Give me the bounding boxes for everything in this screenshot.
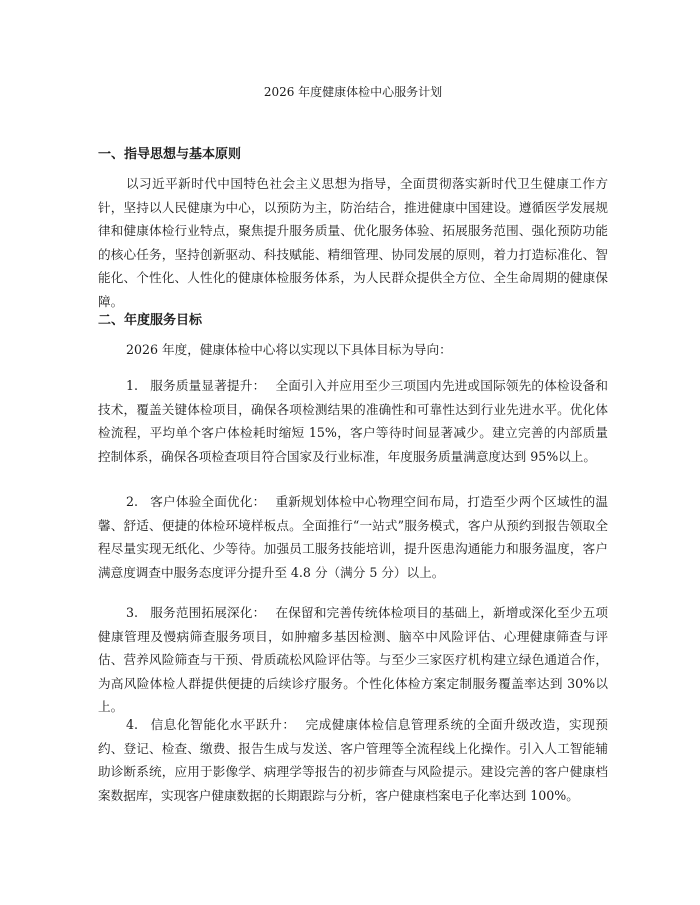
document-page [98,0,608,905]
goal-item-customer-experience [98,490,608,584]
document-title: 2026 年度健康体检中心服务计划 [263,85,443,99]
goal-item-service-quality [98,374,608,468]
section-heading-guiding-principles: 一、指导思想与基本原则 [98,147,242,162]
goal-item-number: 3. [126,605,139,620]
goal-item-lead: 服务范围拓展深化： [150,605,266,620]
goal-item-text: 完成健康体检信息管理系统的全面升级改造，实现预约、登记、检查、缴费、报告生成与发送、客户管理等全流程线上化操作。引入人工智能辅助诊断系统，应用于影像学、病理学等报告的初步筛查与风险提示。建设完善的客户健康档案数据库，实现客户健康数据的长期跟踪与分析，客户健康档案电子化率达到 100%。 [98,717,609,803]
paragraph-guiding-principles: 以习近平新时代中国特色社会主义思想为指导，全面贯彻落实新时代卫生健康工作方针，坚持以人民健康为中心，以预防为主，防治结合，推进健康中国建设。遵循医学发展规律和健康体检行业特点，聚焦提升服务质量、优化服务体验、拓展服务范围、强化预防功能的核心任务，坚持创新驱动、科技赋能、精细管理、协同发展的原则，着力打造标准化、智能化、个性化、人性化的健康体检服务体系，为人民群众提供全方位、全生命周期的健康保障。 [98,176,608,309]
section-heading-annual-goals: 二、年度服务目标 [98,313,203,328]
goal-item-lead: 客户体验全面优化： [150,494,266,509]
goal-item-number: 1. [126,378,139,393]
goal-item-number: 2. [126,494,139,509]
goal-item-service-scope [98,601,608,719]
goal-item-text: 全面引入并应用至少三项国内先进或国际领先的体检设备和技术，覆盖关键体检项目，确保各项检测结果的准确性和可靠性达到行业先进水平。优化体检流程，平均单个客户体检耗时缩短 15%，客户等待时间显著减少。建立完善的内部质量控制体系，确保各项检查项目符合国家及行业标准，年度服务质量满意度达到 95%以上。 [98,378,609,464]
goal-item-lead: 信息化智能化水平跃升： [150,717,296,732]
goal-item-informatization [98,713,608,807]
goal-item-text: 重新规划体检中心物理空间布局，打造至少两个区域性的温馨、舒适、便捷的体检环境样板点。全面推行“一站式”服务模式，客户从预约到报告领取全程尽量实现无纸化、少等待。加强员工服务技能培训，提升医患沟通能力和服务温度，客户满意度调查中服务态度评分提升至 4.8 分（满分 5 分）以上。 [98,494,609,580]
goal-item-number: 4. [126,717,139,732]
goal-item-text: 在保留和完善传统体检项目的基础上，新增或深化至少五项健康管理及慢病筛查服务项目，如肿瘤多基因检测、脑卒中风险评估、心理健康筛查与评估、营养风险筛查与干预、骨质疏松风险评估等。与至少三家医疗机构建立绿色通道合作，为高风险体检人群提供便捷的后续诊疗服务。个性化体检方案定制服务覆盖率达到 30%以上。 [98,605,609,714]
goal-item-lead: 服务质量显著提升： [150,378,266,393]
paragraph-goals-intro: 2026 年度，健康体检中心将以实现以下具体目标为导向： [126,342,452,357]
